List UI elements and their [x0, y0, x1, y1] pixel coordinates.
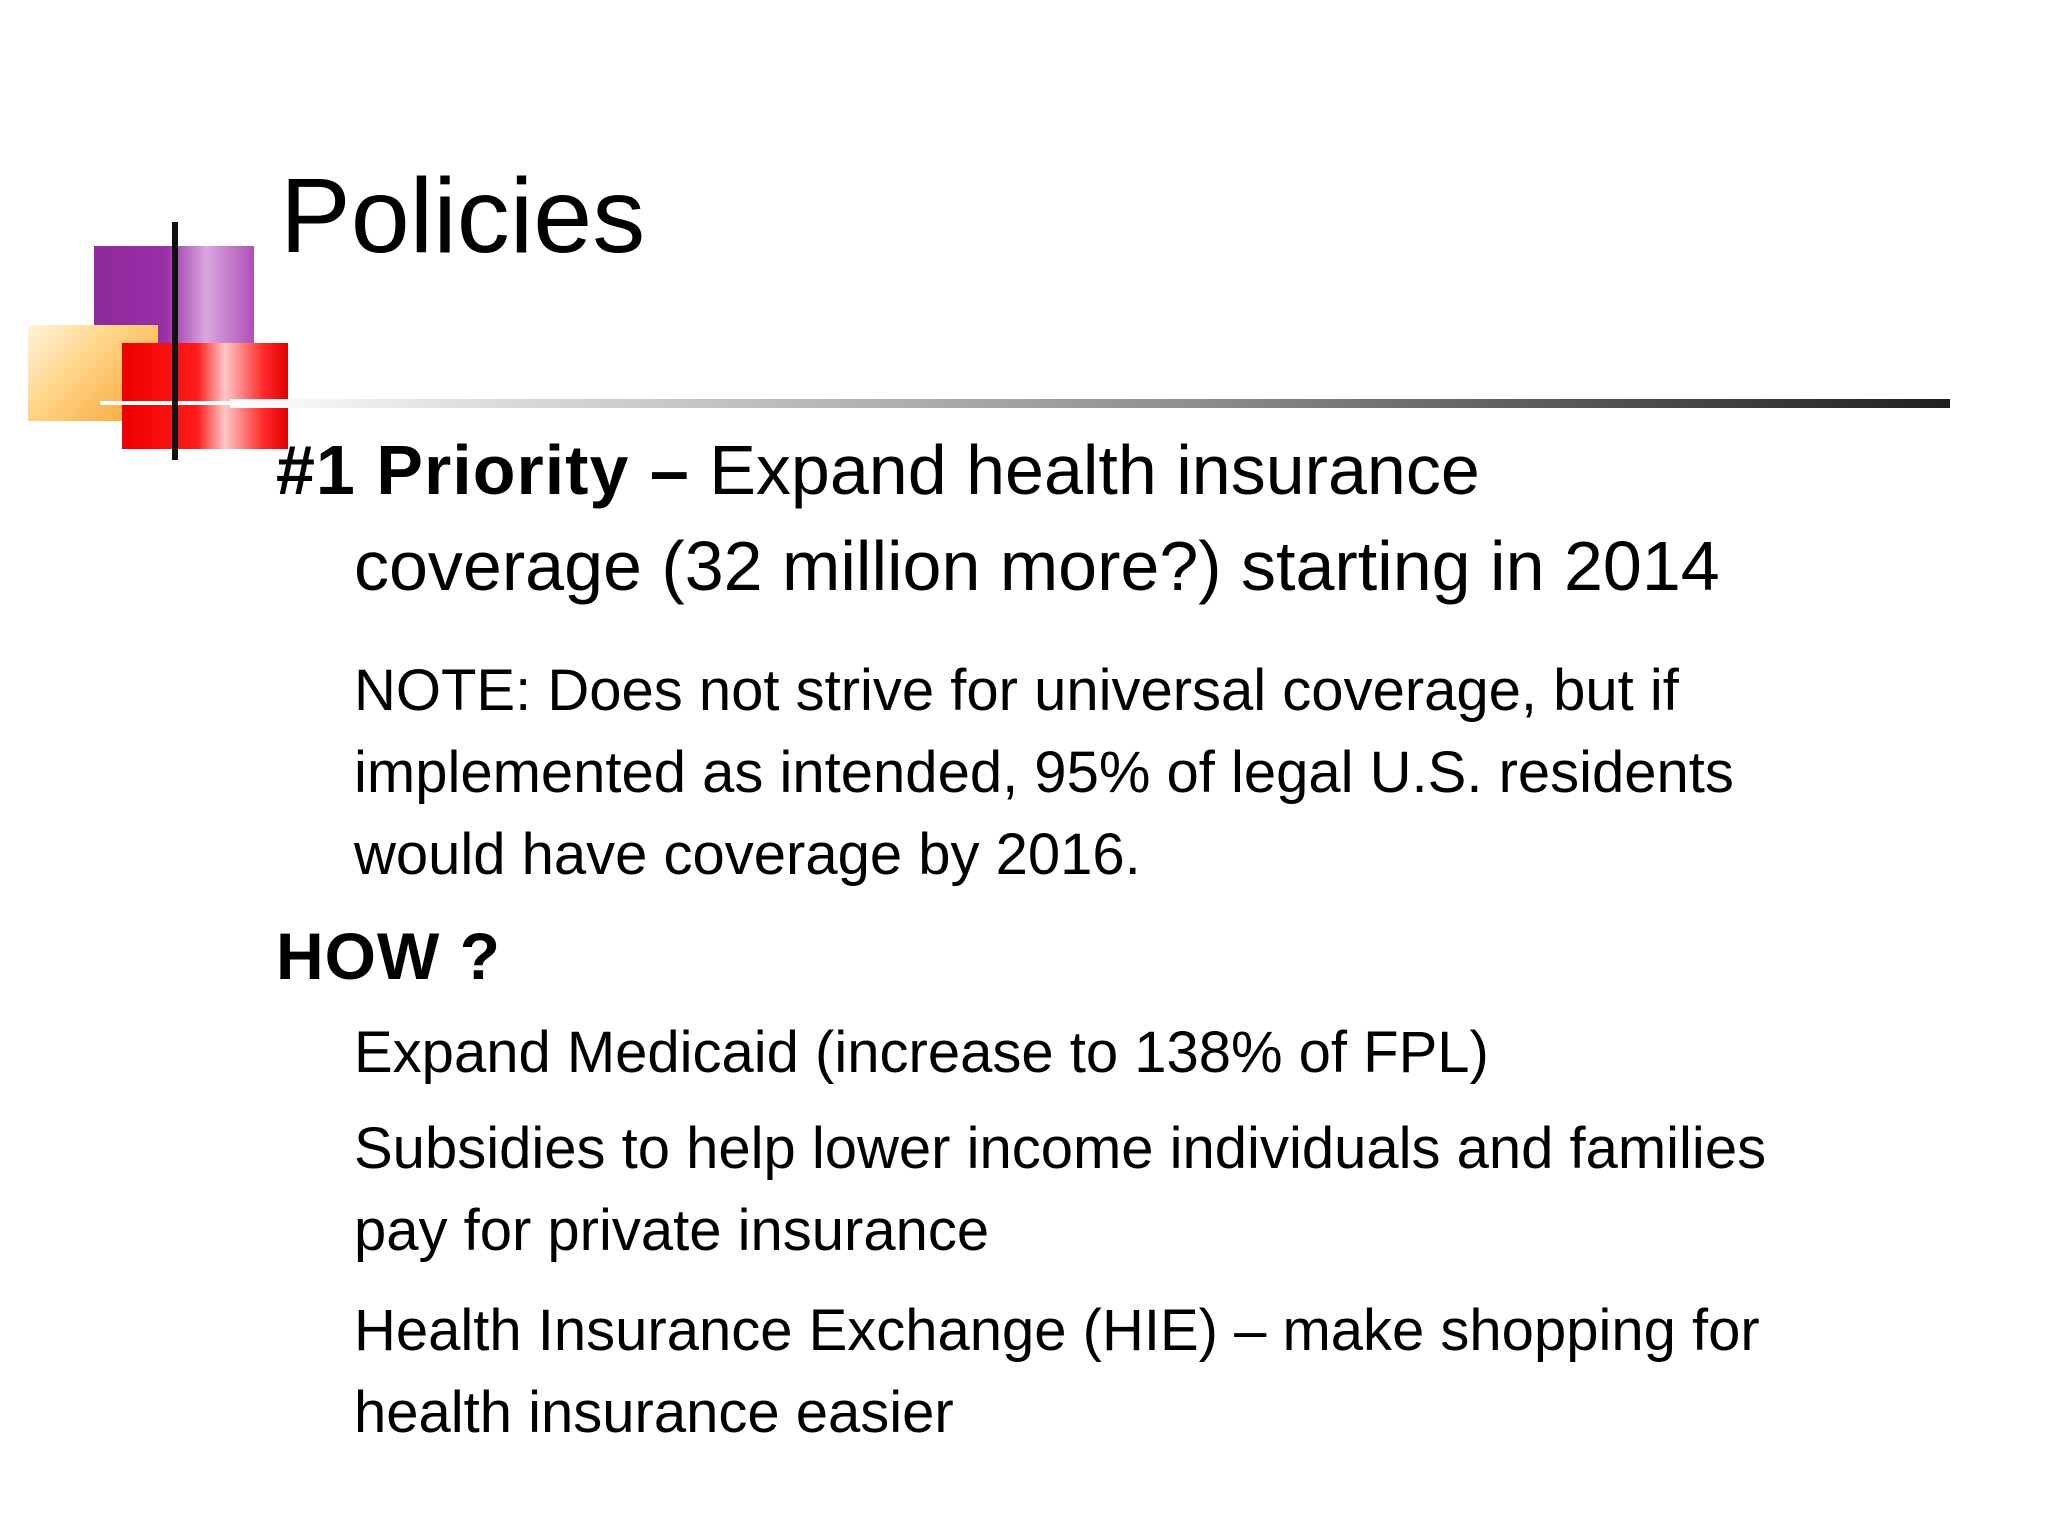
slide-title: Policies: [280, 157, 646, 275]
note-line-2: implemented as intended, 95% of legal U.S. residents: [354, 740, 1734, 805]
priority-label: #1 Priority –: [276, 431, 690, 509]
how-heading: HOW ?: [276, 919, 501, 993]
priority-line-2: coverage (32 million more?) starting in 2014: [354, 527, 1720, 605]
bullet-1-line-1: Expand Medicaid (increase to 138% of FPL): [354, 1020, 1489, 1085]
title-underline-rule: [230, 399, 1950, 408]
bullet-item: [354, 1012, 1489, 1094]
bullet-2-line-2: pay for private insurance: [354, 1198, 990, 1263]
note-line-1: NOTE: Does not strive for universal coverage, but if: [354, 658, 1679, 723]
bullet-item: [354, 1290, 1760, 1454]
bullet-3-line-1: Health Insurance Exchange (HIE) – make shopping for: [354, 1298, 1760, 1363]
bullet-item: [354, 1108, 1766, 1272]
note-line-3: would have coverage by 2016.: [354, 822, 1141, 887]
priority-paragraph: [276, 422, 1720, 614]
logo-square-red: [122, 343, 288, 449]
priority-line-1: Expand health insurance: [709, 431, 1480, 509]
bullet-3-line-2: health insurance easier: [354, 1380, 954, 1445]
logo-vertical-line: [172, 222, 178, 460]
bullet-2-line-1: Subsidies to help lower income individuals and families: [354, 1116, 1767, 1181]
note-paragraph: [354, 650, 1734, 896]
